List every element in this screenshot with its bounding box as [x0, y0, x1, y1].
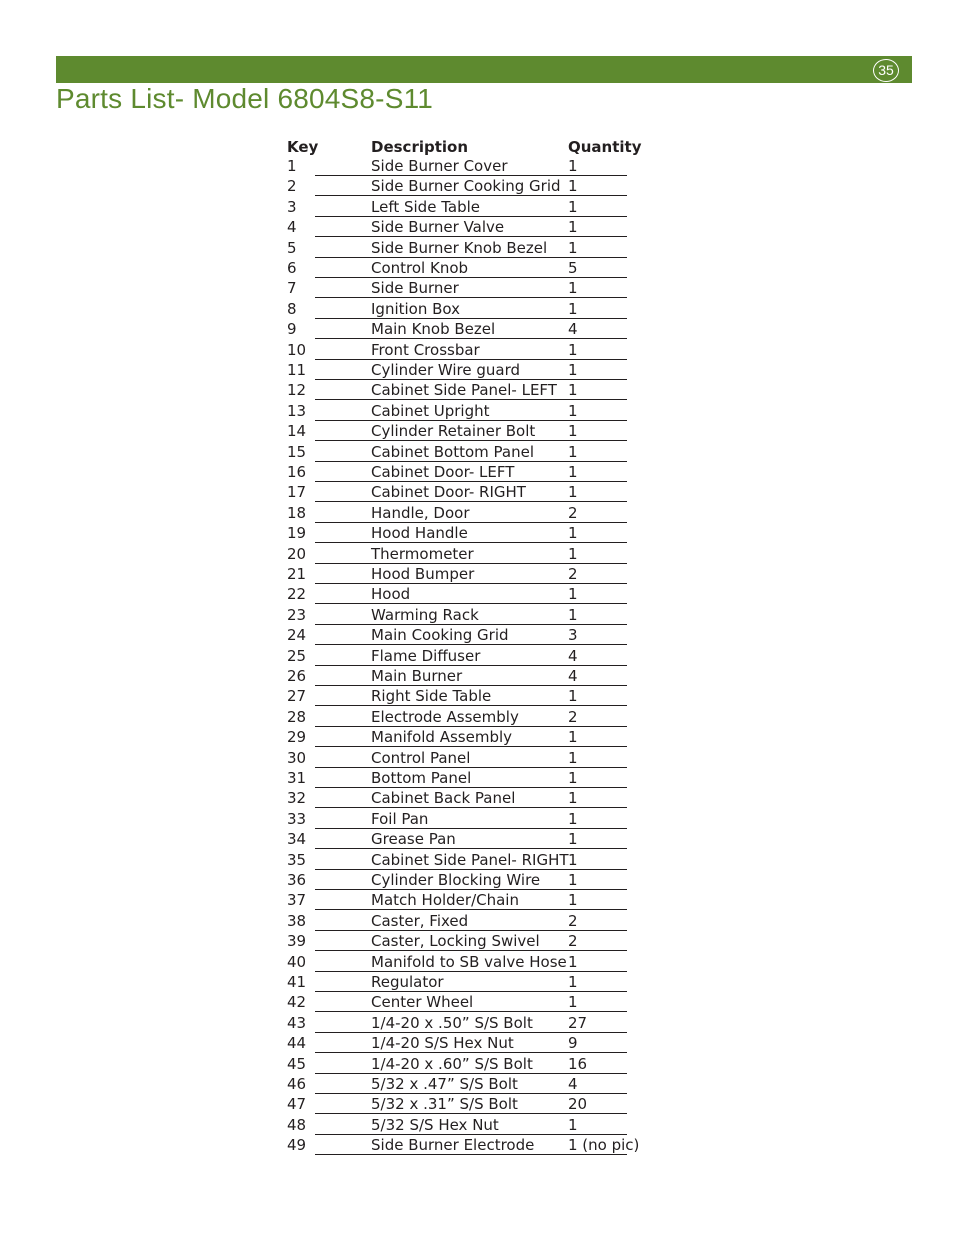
table-row — [0, 810, 954, 830]
table-row — [0, 1014, 954, 1034]
part-quantity: 1 — [568, 973, 578, 991]
part-key: 19 — [287, 524, 307, 543]
table-row — [0, 545, 954, 565]
part-key: 11 — [287, 361, 307, 379]
part-key: 35 — [287, 850, 307, 869]
part-key: 13 — [287, 401, 307, 420]
part-quantity: 1 — [568, 585, 578, 604]
row-divider — [315, 563, 627, 564]
part-quantity: 5 — [568, 259, 578, 277]
part-key: 5 — [287, 238, 297, 257]
row-divider — [315, 624, 627, 625]
row-divider — [315, 909, 627, 910]
row-divider — [315, 767, 627, 768]
row-divider — [315, 318, 627, 319]
part-key: 20 — [287, 544, 307, 563]
row-divider — [315, 1011, 627, 1012]
part-quantity: 1 — [568, 279, 578, 298]
table-row — [0, 198, 954, 218]
part-key: 9 — [287, 320, 297, 339]
part-quantity: 1 — [568, 197, 578, 216]
part-key: 36 — [287, 871, 307, 889]
table-row — [0, 218, 954, 238]
part-description: Grease Pan — [371, 830, 456, 849]
part-quantity: 1 — [568, 871, 578, 889]
part-description: Side Burner Valve — [371, 218, 505, 237]
part-quantity: 2 — [568, 911, 578, 930]
column-header-quantity: Quantity — [568, 138, 642, 156]
table-row — [0, 361, 954, 381]
part-description: Cabinet Bottom Panel — [371, 442, 534, 461]
row-divider — [315, 705, 627, 706]
row-divider — [315, 991, 627, 992]
row-divider — [315, 848, 627, 849]
part-key: 3 — [287, 197, 297, 216]
part-quantity: 1 — [568, 157, 578, 175]
row-divider — [315, 399, 627, 400]
table-row — [0, 463, 954, 483]
table-row — [0, 1075, 954, 1095]
part-description: Caster, Locking Swivel — [371, 932, 540, 951]
table-row — [0, 1116, 954, 1136]
part-quantity: 1 — [568, 850, 578, 869]
table-row — [0, 708, 954, 728]
row-divider — [315, 644, 627, 645]
part-quantity: 1 — [568, 299, 578, 318]
part-quantity: 4 — [568, 1075, 578, 1093]
part-description: Cabinet Side Panel- LEFT — [371, 381, 557, 400]
table-row — [0, 749, 954, 769]
part-key: 25 — [287, 646, 307, 665]
part-quantity: 1 — [568, 401, 578, 420]
row-divider — [315, 440, 627, 441]
part-quantity: 27 — [568, 1013, 588, 1032]
table-row — [0, 504, 954, 524]
part-description: Main Knob Bezel — [371, 320, 496, 339]
part-key: 38 — [287, 911, 307, 930]
part-key: 32 — [287, 789, 307, 808]
part-quantity: 1 — [568, 483, 578, 502]
row-divider — [315, 542, 627, 543]
row-divider — [315, 1134, 627, 1135]
table-row — [0, 402, 954, 422]
part-description: Cabinet Side Panel- RIGHT — [371, 850, 569, 869]
part-description: Side Burner Electrode — [371, 1136, 535, 1155]
part-description: Handle, Door — [371, 503, 470, 522]
table-row — [0, 1136, 954, 1156]
part-description: Hood Bumper — [371, 565, 475, 583]
row-divider — [315, 930, 627, 931]
part-key: 22 — [287, 585, 307, 604]
table-row — [0, 585, 954, 605]
part-quantity: 1 — [568, 687, 578, 706]
part-description: Side Burner — [371, 279, 459, 298]
page-title: Parts List- Model 6804S8-S11 — [56, 83, 434, 114]
part-description: Center Wheel — [371, 993, 474, 1012]
part-description: Cabinet Door- LEFT — [371, 463, 515, 481]
part-key: 16 — [287, 463, 307, 481]
part-key: 29 — [287, 728, 307, 747]
part-key: 40 — [287, 952, 307, 971]
row-divider — [315, 1154, 627, 1155]
row-divider — [315, 277, 627, 278]
part-key: 47 — [287, 1095, 307, 1114]
row-divider — [315, 603, 627, 604]
part-description: Ignition Box — [371, 299, 461, 318]
column-header-key: Key — [287, 138, 319, 156]
part-description: 5/32 x .47” S/S Bolt — [371, 1075, 518, 1093]
row-divider — [315, 889, 627, 890]
part-key: 8 — [287, 299, 297, 318]
part-quantity: 1 — [568, 993, 578, 1012]
table-row — [0, 1095, 954, 1115]
table-row — [0, 973, 954, 993]
part-key: 17 — [287, 483, 307, 502]
part-quantity: 4 — [568, 667, 578, 685]
part-quantity: 1 — [568, 361, 578, 379]
table-row — [0, 871, 954, 891]
table-row — [0, 830, 954, 850]
table-row — [0, 300, 954, 320]
part-description: Manifold to SB valve Hose — [371, 952, 567, 971]
part-key: 21 — [287, 565, 307, 583]
table-row — [0, 626, 954, 646]
part-description: Cabinet Door- RIGHT — [371, 483, 526, 502]
part-key: 46 — [287, 1075, 307, 1093]
part-quantity: 1 — [568, 748, 578, 767]
part-description: Cabinet Upright — [371, 401, 490, 420]
part-quantity: 1 — [568, 809, 578, 828]
part-key: 6 — [287, 259, 297, 277]
row-divider — [315, 461, 627, 462]
part-description: Side Burner Cooking Grid — [371, 177, 561, 196]
part-description: Cylinder Blocking Wire — [371, 871, 541, 889]
part-key: 18 — [287, 503, 307, 522]
part-description: Main Burner — [371, 667, 463, 685]
part-key: 43 — [287, 1013, 307, 1032]
part-key: 14 — [287, 422, 307, 441]
part-description: Control Panel — [371, 748, 471, 767]
row-divider — [315, 726, 627, 727]
table-row — [0, 565, 954, 585]
part-key: 33 — [287, 809, 307, 828]
part-key: 23 — [287, 605, 307, 624]
row-divider — [315, 971, 627, 972]
part-quantity: 1 (no pic) — [568, 1136, 640, 1155]
table-row — [0, 1055, 954, 1075]
part-quantity: 2 — [568, 932, 578, 951]
part-quantity: 1 — [568, 605, 578, 624]
table-row — [0, 647, 954, 667]
part-description: Bottom Panel — [371, 769, 472, 787]
part-key: 7 — [287, 279, 297, 298]
part-quantity: 1 — [568, 340, 578, 359]
part-description: Right Side Table — [371, 687, 492, 706]
part-quantity: 1 — [568, 952, 578, 971]
row-divider — [315, 950, 627, 951]
row-divider — [315, 807, 627, 808]
part-description: Hood Handle — [371, 524, 468, 543]
row-divider — [315, 359, 627, 360]
part-quantity: 2 — [568, 565, 578, 583]
part-quantity: 1 — [568, 442, 578, 461]
part-quantity: 9 — [568, 1034, 578, 1053]
row-divider — [315, 175, 627, 176]
table-row — [0, 239, 954, 259]
part-description: Cylinder Wire guard — [371, 361, 521, 379]
table-row — [0, 769, 954, 789]
row-divider — [315, 1093, 627, 1094]
part-key: 37 — [287, 891, 307, 910]
page-number-badge: 35 — [873, 59, 899, 82]
part-quantity: 20 — [568, 1095, 588, 1114]
table-row — [0, 606, 954, 626]
part-quantity: 1 — [568, 544, 578, 563]
part-quantity: 1 — [568, 728, 578, 747]
row-divider — [315, 1052, 627, 1053]
row-divider — [315, 869, 627, 870]
part-quantity: 2 — [568, 707, 578, 726]
part-key: 4 — [287, 218, 297, 237]
part-description: 1/4-20 x .50” S/S Bolt — [371, 1013, 533, 1032]
part-description: 5/32 S/S Hex Nut — [371, 1115, 499, 1134]
table-row — [0, 177, 954, 197]
part-description: Caster, Fixed — [371, 911, 469, 930]
part-key: 2 — [287, 177, 297, 196]
part-quantity: 4 — [568, 320, 578, 339]
part-quantity: 1 — [568, 1115, 578, 1134]
part-quantity: 2 — [568, 503, 578, 522]
part-description: Hood — [371, 585, 411, 604]
part-description: 5/32 x .31” S/S Bolt — [371, 1095, 518, 1114]
table-row — [0, 851, 954, 871]
table-row — [0, 157, 954, 177]
part-description: Cylinder Retainer Bolt — [371, 422, 536, 441]
part-description: 1/4-20 x .60” S/S Bolt — [371, 1054, 533, 1073]
table-row — [0, 483, 954, 503]
part-key: 34 — [287, 830, 307, 849]
row-divider — [315, 828, 627, 829]
row-divider — [315, 257, 627, 258]
table-row — [0, 341, 954, 361]
part-quantity: 1 — [568, 381, 578, 400]
part-key: 15 — [287, 442, 307, 461]
part-quantity: 1 — [568, 238, 578, 257]
part-key: 39 — [287, 932, 307, 951]
row-divider — [315, 420, 627, 421]
part-quantity: 1 — [568, 218, 578, 237]
table-row — [0, 891, 954, 911]
table-row — [0, 932, 954, 952]
part-key: 44 — [287, 1034, 307, 1053]
part-key: 31 — [287, 769, 307, 787]
row-divider — [315, 522, 627, 523]
table-row — [0, 789, 954, 809]
part-key: 49 — [287, 1136, 307, 1155]
part-key: 28 — [287, 707, 307, 726]
part-key: 41 — [287, 973, 307, 991]
column-header-description: Description — [371, 138, 469, 156]
table-row — [0, 259, 954, 279]
row-divider — [315, 338, 627, 339]
part-quantity: 1 — [568, 789, 578, 808]
table-row — [0, 443, 954, 463]
part-description: Cabinet Back Panel — [371, 789, 516, 808]
row-divider — [315, 297, 627, 298]
row-divider — [315, 481, 627, 482]
row-divider — [315, 236, 627, 237]
row-divider — [315, 379, 627, 380]
part-quantity: 1 — [568, 769, 578, 787]
part-quantity: 4 — [568, 646, 578, 665]
part-key: 45 — [287, 1054, 307, 1073]
part-quantity: 1 — [568, 177, 578, 196]
part-description: 1/4-20 S/S Hex Nut — [371, 1034, 514, 1053]
table-row — [0, 728, 954, 748]
part-key: 12 — [287, 381, 307, 400]
table-row — [0, 953, 954, 973]
part-description: Main Cooking Grid — [371, 626, 509, 645]
part-description: Match Holder/Chain — [371, 891, 519, 910]
row-divider — [315, 665, 627, 666]
part-description: Flame Diffuser — [371, 646, 481, 665]
part-quantity: 1 — [568, 891, 578, 910]
row-divider — [315, 501, 627, 502]
part-description: Regulator — [371, 973, 444, 991]
part-description: Side Burner Cover — [371, 157, 508, 175]
header-bar — [56, 56, 912, 83]
row-divider — [315, 1032, 627, 1033]
part-description: Manifold Assembly — [371, 728, 513, 747]
part-quantity: 3 — [568, 626, 578, 645]
row-divider — [315, 583, 627, 584]
part-description: Electrode Assembly — [371, 707, 519, 726]
table-row — [0, 422, 954, 442]
part-key: 27 — [287, 687, 307, 706]
row-divider — [315, 1113, 627, 1114]
row-divider — [315, 1073, 627, 1074]
part-quantity: 1 — [568, 422, 578, 441]
part-quantity: 1 — [568, 524, 578, 543]
part-quantity: 1 — [568, 463, 578, 481]
part-description: Control Knob — [371, 259, 469, 277]
part-key: 48 — [287, 1115, 307, 1134]
row-divider — [315, 746, 627, 747]
part-key: 30 — [287, 748, 307, 767]
part-key: 42 — [287, 993, 307, 1012]
part-description: Front Crossbar — [371, 340, 480, 359]
table-row — [0, 687, 954, 707]
part-description: Side Burner Knob Bezel — [371, 238, 548, 257]
part-quantity: 1 — [568, 830, 578, 849]
part-key: 26 — [287, 667, 307, 685]
table-row — [0, 320, 954, 340]
part-description: Left Side Table — [371, 197, 480, 216]
table-row — [0, 993, 954, 1013]
part-key: 10 — [287, 340, 307, 359]
table-row — [0, 381, 954, 401]
part-key: 1 — [287, 157, 297, 175]
row-divider — [315, 685, 627, 686]
row-divider — [315, 195, 627, 196]
part-description: Foil Pan — [371, 809, 429, 828]
row-divider — [315, 216, 627, 217]
table-row — [0, 1034, 954, 1054]
table-row — [0, 524, 954, 544]
table-row — [0, 279, 954, 299]
part-description: Thermometer — [371, 544, 474, 563]
part-quantity: 16 — [568, 1054, 588, 1073]
table-row — [0, 912, 954, 932]
table-row — [0, 667, 954, 687]
part-description: Warming Rack — [371, 605, 479, 624]
row-divider — [315, 787, 627, 788]
part-key: 24 — [287, 626, 307, 645]
